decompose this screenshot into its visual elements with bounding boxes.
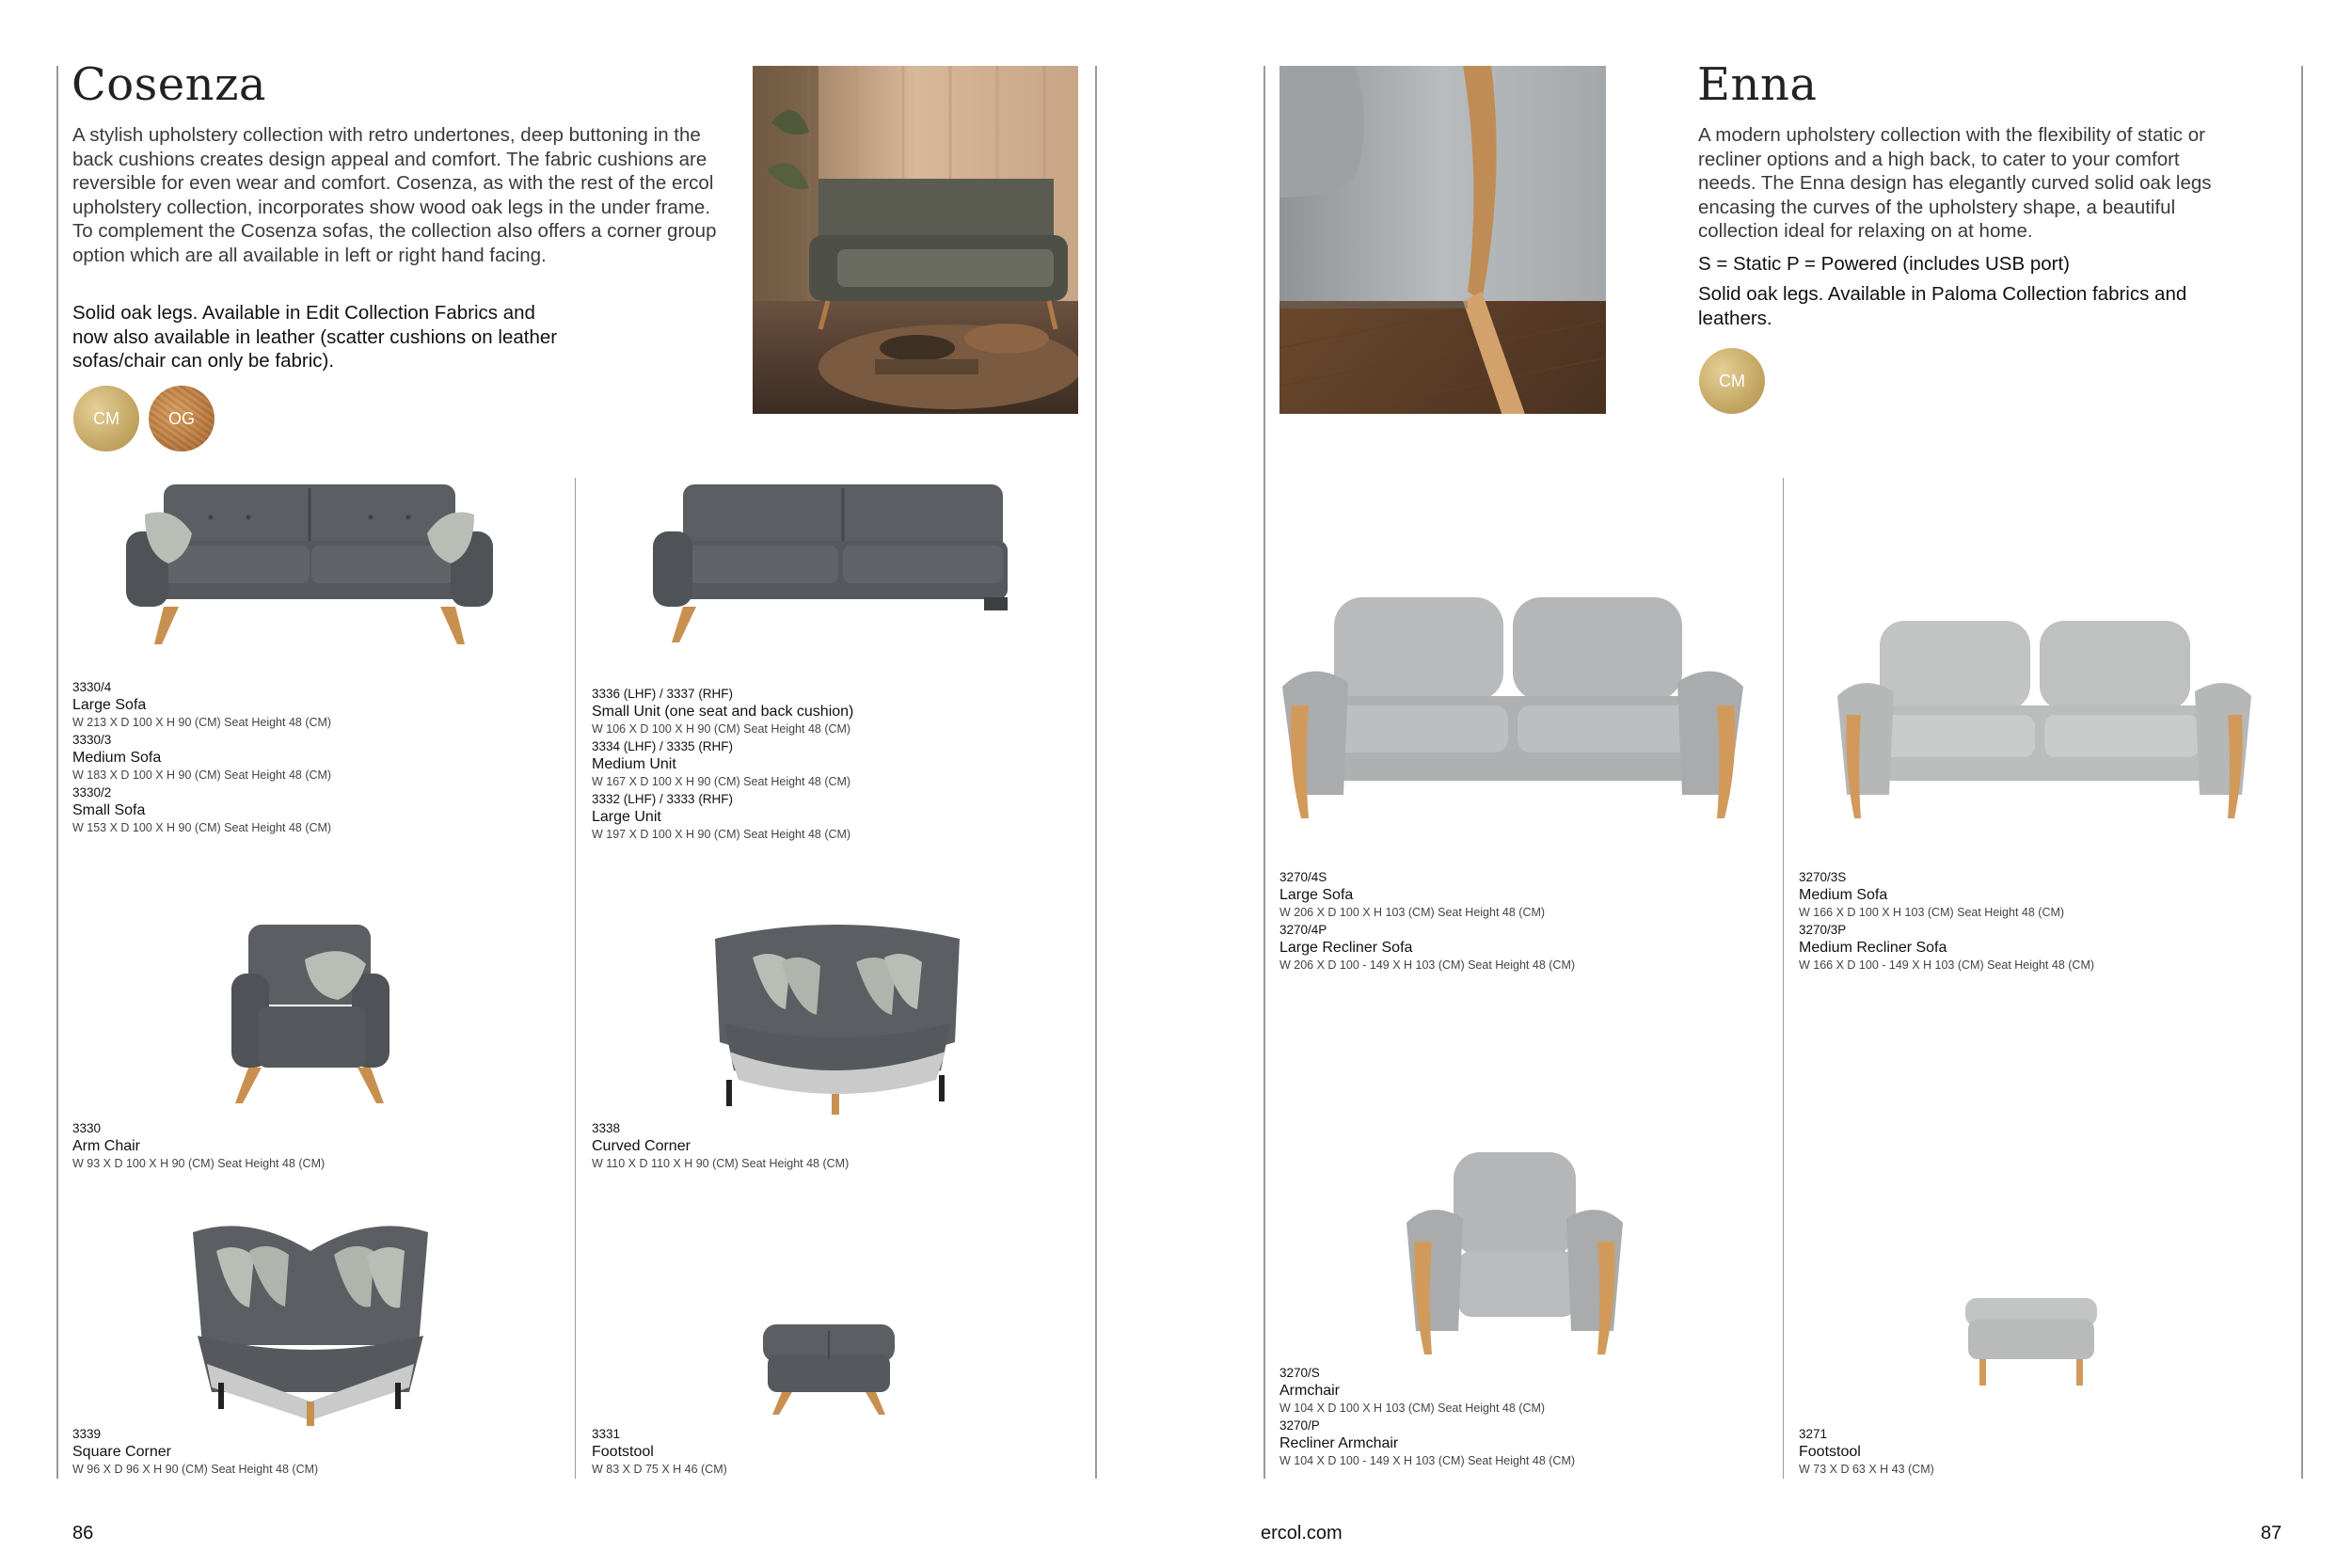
product-dimensions: W 213 X D 100 X H 90 (CM) Seat Height 48 (CM) <box>72 716 332 729</box>
enna-footstool-image <box>1961 1293 2102 1392</box>
product-spec-block <box>72 1121 562 1174</box>
product-dimensions: W 110 X D 110 X H 90 (CM) Seat Height 48 (CM) <box>592 1157 850 1170</box>
right-page-outer-rule <box>2301 66 2303 1479</box>
product-dimensions: W 104 X D 100 X H 103 (CM) Seat Height 48 (CM) <box>1279 1402 1546 1415</box>
og-finish-badge <box>149 386 215 451</box>
collection-title-enna: Enna <box>1697 58 1818 111</box>
product-dimensions: W 206 X D 100 - 149 X H 103 (CM) Seat Height 48 (CM) <box>1279 958 1576 972</box>
cm-finish-badge <box>1699 348 1765 414</box>
enna-intro: A modern upholstery collection with the flexibility of static or recliner options and a high back, to cater to your comfort needs. The Enna design has elegantly curved solid oak legs encasing the curves of the upholstery shape, a beautiful collection ideal for relaxing on at home. <box>1698 124 2212 242</box>
product-code: 3270/3S <box>1799 870 1847 884</box>
product-name: Arm Chair <box>72 1138 141 1154</box>
product-name: Large Unit <box>592 809 661 825</box>
page-number-right: 87 <box>2261 1523 2282 1544</box>
product-name: Medium Recliner Sofa <box>1799 940 1947 956</box>
page-number-left: 86 <box>72 1523 94 1544</box>
product-spec-block <box>592 687 1081 845</box>
product-code: 3330/2 <box>72 785 112 800</box>
left-page-outer-rule <box>56 66 58 1479</box>
product-spec-block <box>1279 870 1769 975</box>
cosenza-armchair-image <box>211 917 408 1115</box>
product-code: 3330/4 <box>72 680 112 694</box>
product-code: 3331 <box>592 1427 621 1441</box>
collection-title-cosenza: Cosenza <box>72 58 266 111</box>
product-code: 3330 <box>72 1121 102 1135</box>
product-dimensions: W 153 X D 100 X H 90 (CM) Seat Height 48 (CM) <box>72 821 332 834</box>
product-code: 3270/4P <box>1279 923 1327 937</box>
product-name: Large Sofa <box>1279 887 1354 903</box>
right-page-inner-rule <box>1263 66 1265 1479</box>
product-spec-block <box>72 680 562 838</box>
product-name: Medium Sofa <box>72 750 162 766</box>
product-name: Small Unit (one seat and back cushion) <box>592 704 854 720</box>
product-name: Large Recliner Sofa <box>1279 940 1413 956</box>
product-name: Large Sofa <box>72 697 147 713</box>
product-spec-block <box>592 1427 1081 1480</box>
product-code: 3334 (LHF) / 3335 (RHF) <box>592 739 734 753</box>
product-dimensions: W 96 X D 96 X H 90 (CM) Seat Height 48 (CM) <box>72 1463 319 1476</box>
left-page-inner-rule <box>1095 66 1097 1479</box>
enna-detail-photo <box>1279 66 1606 414</box>
product-dimensions: W 183 X D 100 X H 90 (CM) Seat Height 48 (CM) <box>72 768 332 782</box>
left-grid-column-rule <box>575 478 576 1479</box>
badge-label: OG <box>167 408 195 428</box>
badge-label: CM <box>1719 371 1745 390</box>
product-dimensions: W 104 X D 100 - 149 X H 103 (CM) Seat Height 48 (CM) <box>1279 1454 1576 1467</box>
enna-armchair-image <box>1402 1148 1628 1364</box>
product-name: Curved Corner <box>592 1138 691 1154</box>
cosenza-square-corner-image <box>179 1213 442 1430</box>
product-code: 3338 <box>592 1121 621 1135</box>
product-code: 3330/3 <box>72 733 112 747</box>
product-dimensions: W 83 X D 75 X H 46 (CM) <box>592 1463 727 1476</box>
product-name: Footstool <box>592 1444 654 1460</box>
cosenza-intro: A stylish upholstery collection with retro undertones, deep buttoning in the back cushions creates design appeal and comfort. The fabric cushions are reversible for even wear and comfort. Cosenza, as with the rest of the ercol upholstery collection, incorporates show wood oak legs in the under frame. To complement the Cosenza sofas, the collection also offers a corner group option which are all available in left or right hand facing. <box>72 124 717 266</box>
product-name: Small Sofa <box>72 802 146 818</box>
product-spec-block <box>592 1121 1081 1174</box>
product-spec-block <box>1799 870 2288 975</box>
enna-medium-sofa-image <box>1833 616 2256 832</box>
right-grid-column-rule <box>1783 478 1784 1479</box>
product-dimensions: W 197 X D 100 X H 90 (CM) Seat Height 48 (CM) <box>592 828 851 841</box>
product-dimensions: W 206 X D 100 X H 103 (CM) Seat Height 48 (CM) <box>1279 906 1546 919</box>
product-code: 3270/S <box>1279 1366 1320 1380</box>
product-dimensions: W 93 X D 100 X H 90 (CM) Seat Height 48 (CM) <box>72 1157 326 1170</box>
product-name: Square Corner <box>72 1444 171 1460</box>
product-dimensions: W 106 X D 100 X H 90 (CM) Seat Height 48 (CM) <box>592 722 851 736</box>
product-dimensions: W 166 X D 100 X H 103 (CM) Seat Height 48 (CM) <box>1799 906 2065 919</box>
product-spec-block <box>1279 1366 1769 1471</box>
product-name: Medium Unit <box>592 756 676 772</box>
cosenza-footstool-image <box>758 1317 899 1420</box>
product-code: 3270/P <box>1279 1418 1320 1433</box>
product-name: Footstool <box>1799 1444 1861 1460</box>
badge-label: CM <box>93 408 119 428</box>
product-dimensions: W 166 X D 100 - 149 X H 103 (CM) Seat Height 48 (CM) <box>1799 958 2095 972</box>
cosenza-unit-image <box>645 475 1012 654</box>
product-dimensions: W 73 X D 63 X H 43 (CM) <box>1799 1463 1934 1476</box>
product-dimensions: W 167 X D 100 X H 90 (CM) Seat Height 48 (CM) <box>592 775 851 788</box>
product-name: Medium Sofa <box>1799 887 1888 903</box>
product-spec-block <box>1799 1427 2288 1480</box>
footer-website[interactable]: ercol.com <box>1261 1523 1343 1544</box>
cosenza-large-sofa-image <box>117 475 502 654</box>
product-code: 3271 <box>1799 1427 1828 1441</box>
product-code: 3339 <box>72 1427 102 1441</box>
enna-static-powered-legend: S = Static P = Powered (includes USB port) <box>1698 253 2071 275</box>
product-spec-block <box>72 1427 562 1480</box>
enna-large-sofa-image <box>1278 593 1748 837</box>
product-name: Armchair <box>1279 1383 1341 1399</box>
product-code: 3332 (LHF) / 3333 (RHF) <box>592 792 734 806</box>
cosenza-curved-corner-image <box>706 920 969 1117</box>
cosenza-availability-note: Solid oak legs. Available in Edit Collection Fabrics and now also available in leather (scatter cushions on leather sofas/chair can only be fabric). <box>72 302 558 372</box>
cosenza-lifestyle-photo <box>753 66 1078 414</box>
enna-availability-note: Solid oak legs. Available in Paloma Collection fabrics and leathers. <box>1698 283 2187 329</box>
product-code: 3270/4S <box>1279 870 1327 884</box>
product-name: Recliner Armchair <box>1279 1435 1399 1451</box>
product-code: 3270/3P <box>1799 923 1847 937</box>
cm-finish-badge <box>73 386 139 451</box>
product-code: 3336 (LHF) / 3337 (RHF) <box>592 687 734 701</box>
